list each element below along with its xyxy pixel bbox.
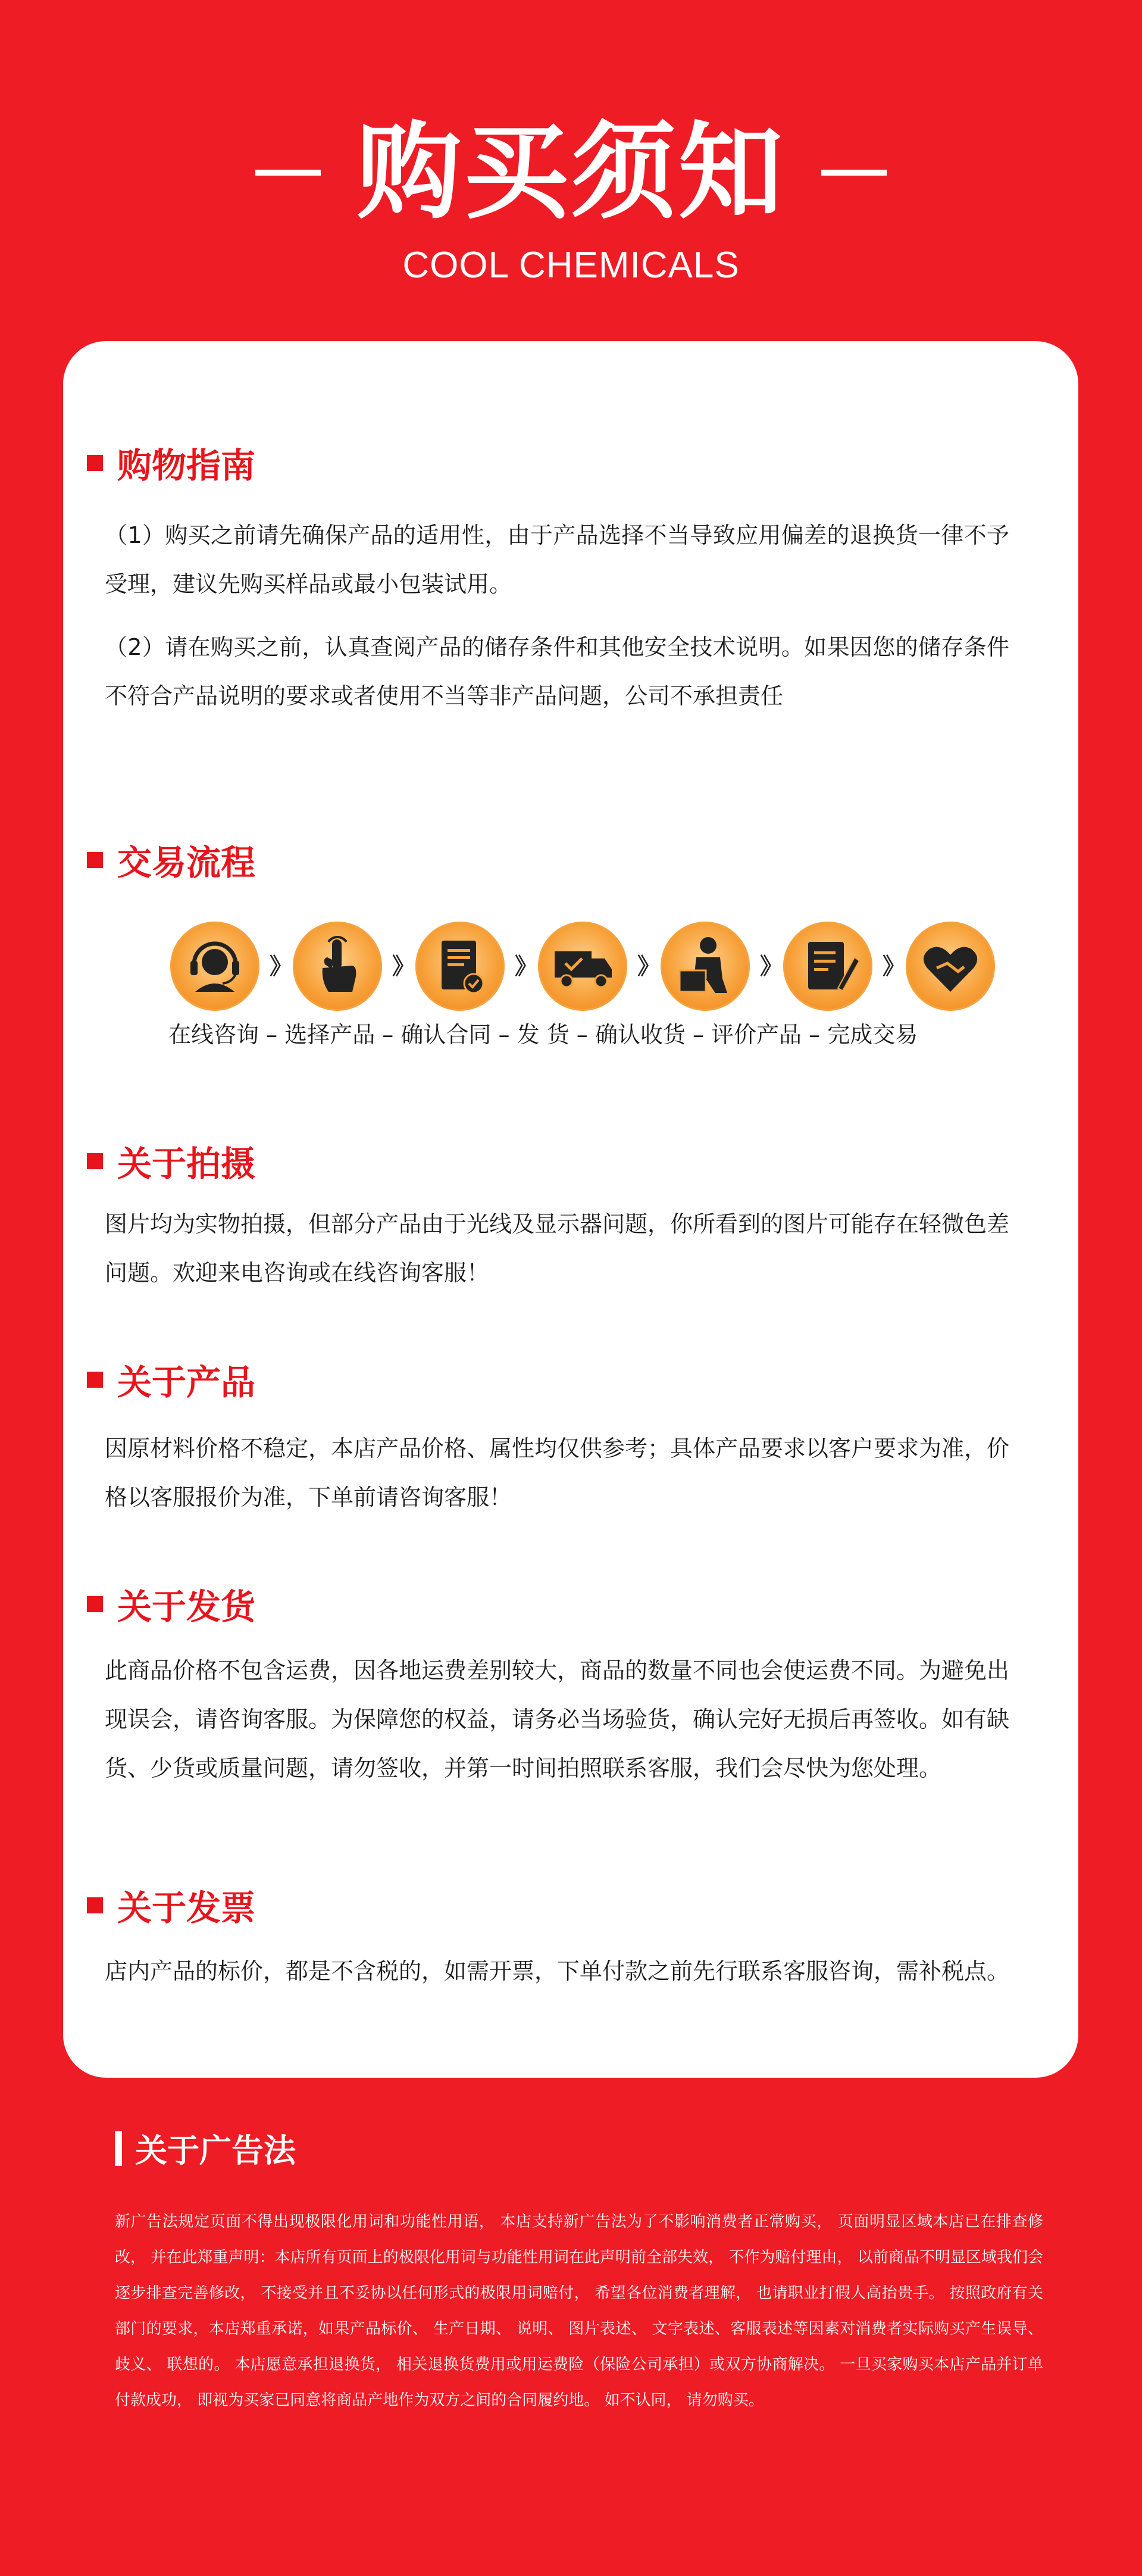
arrow-icon: 》 bbox=[514, 953, 537, 979]
photo-paragraph: 图片均为实物拍摄，但部分产品由于光线及显示器问题，你所看到的图片可能存在轻微色差问题。欢迎来电咨询或在线咨询客服！ bbox=[105, 1211, 1010, 1286]
delivery-truck-icon bbox=[538, 922, 627, 1011]
step-label: 在线咨询 bbox=[168, 1022, 259, 1048]
review-icon bbox=[783, 922, 872, 1011]
step-label: 确认合同 bbox=[401, 1022, 492, 1048]
headset-icon bbox=[170, 922, 259, 1011]
guide-paragraph-2: （2）请在购买之前，认真查阅产品的储存条件和其他安全技术说明。如果因您的储存条件不符合产品说明的要求或者使用不当等非产品问题，公司不承担责任 bbox=[105, 634, 1009, 709]
brand-subtitle: COOL CHEMICALS bbox=[402, 245, 740, 286]
product-paragraph: 因原材料价格不稳定，本店产品价格、属性均仅供参考；具体产品要求以客户要求为准，价格以客服报价为准，下单前请咨询客服！ bbox=[105, 1435, 1010, 1510]
contract-icon bbox=[415, 922, 505, 1011]
arrow-icon: 》 bbox=[392, 953, 415, 979]
step-label: 发 货 bbox=[517, 1022, 570, 1048]
process-step-labels: 在线咨询 – 选择产品 – 确认合同 – 发 货 – 确认收货 – 评价产品 – 完成交易 bbox=[168, 1022, 918, 1048]
ad-law-title: 关于广告法 bbox=[115, 2125, 296, 2171]
section-title-product: 关于产品 bbox=[87, 1354, 255, 1404]
section-title-invoice: 关于发票 bbox=[87, 1880, 255, 1930]
receive-package-icon bbox=[661, 922, 750, 1011]
arrow-icon: 》 bbox=[882, 953, 905, 979]
arrow-icon: 》 bbox=[269, 953, 292, 979]
step-label: 评价产品 bbox=[711, 1022, 802, 1048]
square-bullet-icon bbox=[87, 1153, 103, 1169]
ad-law-paragraph: 新广告法规定页面不得出现极限化用词和功能性用语， 本店支持新广告法为了不影响消费者正常购买， 页面明显区域本店已在排查修改， 并在此郑重声明：本店所有页面上的极限化用词与功能性用词在此声明前全部失效， 不作为赔付理由， 以前商品不明显区域我们会逐步排查完善修改， 不接受并且不妥协以任何形式的极限用词赔付， 希望各位消费者理解， 也请职业打假人高抬贵手。 按照政府有关部门的要求，本店郑重承诺，如果产品标价、 生产日期、 说明、 图片表述、 文字表述、客服表述等因素对消费者实际购买产生误导、 歧义、 联想的。 本店愿意承担退换货， 相关退换货费用或用运费险（保险公司承担）或双方协商解决。 一旦买家购买本店产品并订单付款成功， 即视为买家已同意将商品产地作为双方之间的合同履约地。 如不认同， 请勿购买。 bbox=[115, 2213, 1043, 2409]
square-bullet-icon bbox=[87, 852, 103, 868]
shipping-paragraph: 此商品价格不包含运费，因各地运费差别较大，商品的数量不同也会使运费不同。为避免出现误会，请咨询客服。为保障您的权益，请务必当场验货，确认完好无损后再签收。如有缺货、少货或质量问题，请勿签收，并第一时间拍照联系客服，我们会尽快为您处理。 bbox=[105, 1657, 1010, 1781]
invoice-paragraph: 店内产品的标价，都是不含税的，如需开票，下单付款之前先行联系客服咨询，需补税点。 bbox=[105, 1958, 1010, 1984]
arrow-icon: 》 bbox=[637, 953, 660, 979]
square-bullet-icon bbox=[87, 1596, 103, 1612]
step-label: 确认收货 bbox=[595, 1022, 686, 1048]
section-title-shipping: 关于发货 bbox=[87, 1579, 255, 1629]
process-flow bbox=[107, 922, 1000, 1017]
section-title-photo: 关于拍摄 bbox=[87, 1136, 255, 1186]
title-row bbox=[0, 113, 1142, 232]
title-dash-right bbox=[821, 170, 887, 176]
title-dash-left bbox=[255, 170, 321, 176]
arrow-icon: 》 bbox=[759, 953, 783, 979]
vertical-bar-icon bbox=[115, 2131, 122, 2166]
hand-pointer-icon bbox=[293, 922, 382, 1011]
guide-paragraph-1: （1）购买之前请先确保产品的适用性，由于产品选择不当导致应用偏差的退换货一律不予受理，建议先购买样品或最小包装试用。 bbox=[105, 522, 1009, 597]
square-bullet-icon bbox=[87, 1372, 103, 1388]
page-title: 购买须知 bbox=[356, 111, 786, 233]
step-label: 完成交易 bbox=[827, 1022, 918, 1048]
section-title-process: 交易流程 bbox=[87, 835, 255, 885]
handshake-heart-icon bbox=[906, 922, 995, 1011]
header bbox=[0, 0, 1142, 333]
square-bullet-icon bbox=[87, 1897, 103, 1913]
square-bullet-icon bbox=[87, 455, 103, 471]
section-title-guide: 购物指南 bbox=[87, 438, 255, 488]
step-label: 选择产品 bbox=[284, 1022, 376, 1048]
